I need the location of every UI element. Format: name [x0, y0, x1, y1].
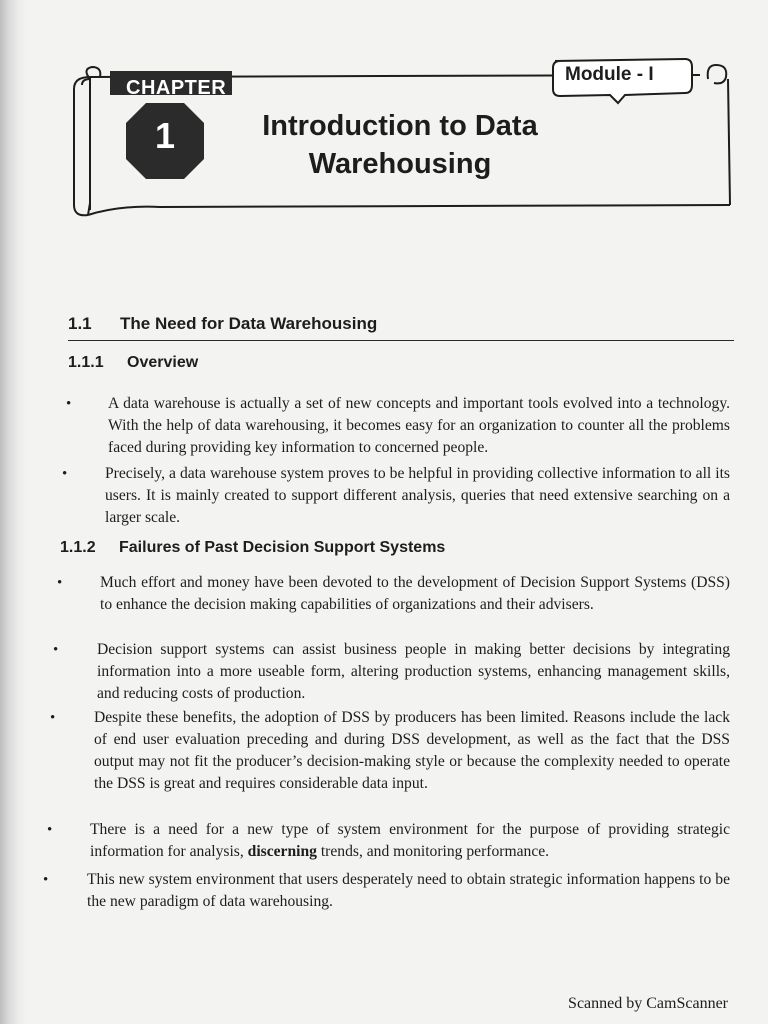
list-item — [90, 819, 730, 863]
bullet-dot: • — [43, 872, 49, 888]
chapter-title: Introduction to Data Warehousing — [262, 110, 538, 180]
section-title: The Need for Data Warehousing — [120, 314, 378, 333]
list-item: A data warehouse is actually a set of new concepts and important tools evolved into a technology. With the help of data warehousing, it becomes easy for an organization to counter all the problems faced during providing key information to concerned people. — [108, 395, 730, 456]
list-item-text-start: There is a need for a new type of system environment for the purpose of providing strategic information for analysis, — [90, 821, 730, 860]
section-heading — [68, 314, 734, 334]
subsection-heading-failures — [60, 539, 445, 557]
list-item: Much effort and money have been devoted to the development of Decision Support Systems (DSS) to enhance the decision making capabilities of organizations and their advisers. — [100, 574, 730, 613]
chapter-number: 1 — [154, 115, 176, 156]
list-item: This new system environment that users desperately need to obtain strategic information happens to be the new paradigm of data warehousing. — [87, 871, 730, 910]
section-divider — [68, 340, 734, 341]
module-label: Module - I — [565, 64, 654, 85]
list-item: Despite these benefits, the adoption of DSS by producers has been limited. Reasons include the lack of end user evaluation preceding and during DSS development, as well as the fact that the DSS output may not fit the producer’s decision-making style or because the complexity needed to operate the DSS is great and requires considerable data input. — [94, 709, 730, 792]
bullet-dot: • — [47, 822, 53, 838]
subsection-heading-overview — [68, 354, 198, 372]
list-item-bold-term: discerning — [247, 843, 317, 860]
subsection-number: 1.1.1 — [68, 354, 104, 371]
bullet-dot: • — [57, 575, 63, 591]
list-item: Precisely, a data warehouse system proves to be helpful in providing collective information to all its users. It is mainly created to support different analysis, queries that need extensive searching on a larger scale. — [105, 465, 730, 526]
subsection-title: Failures of Past Decision Support Systems — [119, 539, 446, 556]
list-item: Decision support systems can assist business people in making better decisions by integrating information into a more useable form, altering production systems, enhancing management skills, and reducing costs of production. — [97, 641, 730, 702]
bullet-dot: • — [66, 396, 72, 412]
bullet-dot: • — [50, 710, 56, 726]
page-edge-shadow — [0, 0, 26, 1024]
bullet-dot: • — [62, 466, 68, 482]
chapter-banner — [60, 55, 740, 225]
scanner-watermark: Scanned by CamScanner — [568, 995, 728, 1012]
bullet-dot: • — [53, 642, 59, 658]
list-item-text-end: trends, and monitoring performance. — [316, 843, 550, 860]
subsection-number: 1.1.2 — [60, 539, 96, 556]
subsection-title: Overview — [127, 354, 199, 371]
chapter-label: CHAPTER — [126, 77, 227, 99]
section-number: 1.1 — [68, 314, 92, 333]
